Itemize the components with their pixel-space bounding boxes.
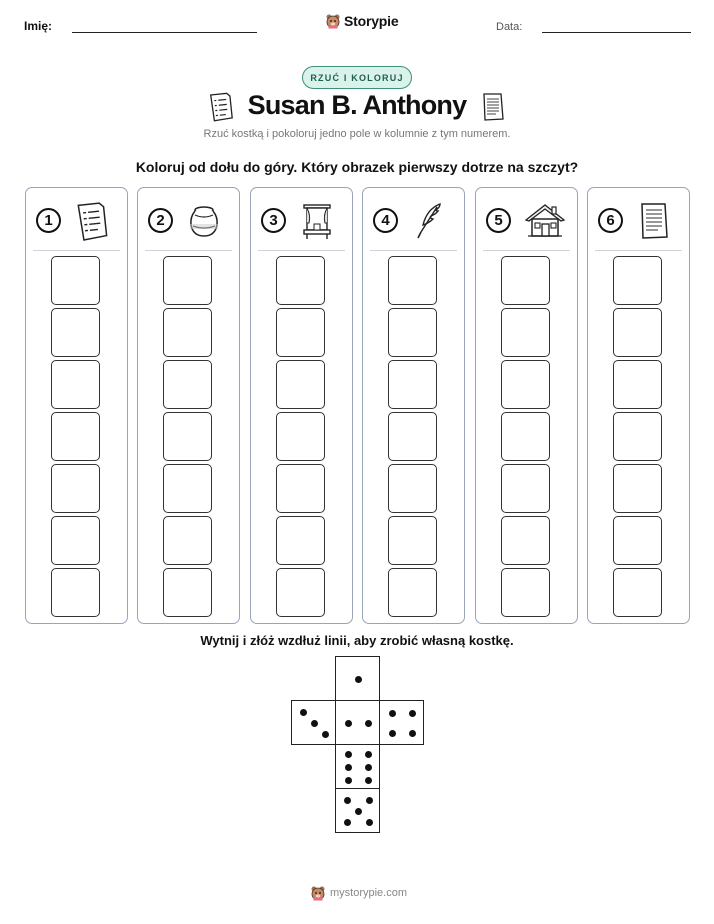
color-cell[interactable]	[51, 464, 100, 513]
die-face-6	[335, 744, 380, 789]
color-cell[interactable]	[501, 464, 550, 513]
die-pip	[366, 819, 373, 826]
die-pip	[345, 777, 352, 784]
column-divider	[258, 250, 345, 251]
column-header	[476, 188, 577, 250]
game-instruction: Koloruj od dołu do góry. Który obrazek pierwszy dotrze na szczyt?	[135, 159, 579, 175]
die-pip	[345, 751, 352, 758]
cut-instruction: Wytnij i złóż wzdłuż linii, aby zrobić własną kostkę.	[200, 633, 514, 648]
color-cell[interactable]	[51, 516, 100, 565]
die-pip	[365, 777, 372, 784]
name-label: Imię:	[24, 19, 53, 33]
color-cell[interactable]	[613, 516, 662, 565]
die-pip	[300, 709, 307, 716]
die-pip	[365, 751, 372, 758]
die-pip	[344, 819, 351, 826]
color-cell[interactable]	[163, 360, 212, 409]
column-6	[587, 187, 690, 624]
die-face-1	[335, 656, 380, 701]
die-pip	[409, 710, 416, 717]
die-pip	[409, 730, 416, 737]
color-cell[interactable]	[276, 464, 325, 513]
column-divider	[145, 250, 232, 251]
column-divider	[33, 250, 120, 251]
color-cell[interactable]	[613, 256, 662, 305]
window-icon	[299, 201, 335, 246]
die-pip	[355, 808, 362, 815]
color-cell[interactable]	[51, 360, 100, 409]
color-cell[interactable]	[388, 516, 437, 565]
column-header	[588, 188, 689, 250]
page-subtitle: Rzuć kostką i pokoloruj jedno pole w kolumnie z tym numerem.	[203, 128, 511, 140]
die-pip	[345, 764, 352, 771]
die-pip	[344, 797, 351, 804]
color-cell[interactable]	[51, 568, 100, 617]
color-cell[interactable]	[613, 464, 662, 513]
die-pip	[389, 710, 396, 717]
checklist-icon	[74, 201, 110, 246]
document-icon	[636, 201, 672, 246]
column-number: 6	[598, 208, 623, 233]
die-pip	[389, 730, 396, 737]
die-pip	[355, 676, 362, 683]
color-cell[interactable]	[163, 308, 212, 357]
color-cell[interactable]	[276, 568, 325, 617]
page-title: Susan B. Anthony	[247, 90, 467, 120]
color-cell[interactable]	[276, 256, 325, 305]
die-face-2	[335, 700, 380, 745]
color-cell[interactable]	[501, 308, 550, 357]
column-header	[138, 188, 239, 250]
activity-badge: RZUĆ I KOLORUJ	[302, 66, 412, 89]
color-cell[interactable]	[163, 568, 212, 617]
column-2	[137, 187, 240, 624]
column-divider	[595, 250, 682, 251]
column-number: 4	[373, 208, 398, 233]
color-cell[interactable]	[388, 412, 437, 461]
color-cell[interactable]	[276, 412, 325, 461]
color-cell[interactable]	[163, 464, 212, 513]
die-pip	[365, 764, 372, 771]
color-cell[interactable]	[613, 360, 662, 409]
die-pip	[365, 720, 372, 727]
color-cell[interactable]	[51, 308, 100, 357]
color-cell[interactable]	[501, 568, 550, 617]
color-cell[interactable]	[388, 568, 437, 617]
column-number: 5	[486, 208, 511, 233]
color-cell[interactable]	[163, 256, 212, 305]
color-cell[interactable]	[276, 360, 325, 409]
color-cell[interactable]	[51, 256, 100, 305]
die-pip	[345, 720, 352, 727]
bear-mascot-icon	[310, 885, 326, 901]
color-cell[interactable]	[613, 568, 662, 617]
column-divider	[483, 250, 570, 251]
die-face-3	[291, 700, 336, 745]
color-cell[interactable]	[613, 308, 662, 357]
column-number: 2	[148, 208, 173, 233]
column-number: 1	[36, 208, 61, 233]
die-pip	[311, 720, 318, 727]
column-header	[363, 188, 464, 250]
pot-icon	[186, 201, 222, 246]
color-cell[interactable]	[613, 412, 662, 461]
brand-logo	[325, 13, 398, 29]
die-pip	[366, 797, 373, 804]
column-divider	[370, 250, 457, 251]
footer-url: mystorypie.com	[330, 887, 408, 899]
brand-name: Storypie	[344, 13, 399, 29]
document-icon	[480, 92, 506, 122]
date-label: Data:	[496, 21, 523, 33]
color-cell[interactable]	[276, 516, 325, 565]
die-face-4	[379, 700, 424, 745]
color-cell[interactable]	[501, 360, 550, 409]
house-icon	[524, 201, 566, 246]
color-cell[interactable]	[388, 308, 437, 357]
color-cell[interactable]	[276, 308, 325, 357]
footer	[310, 885, 407, 901]
column-5	[475, 187, 578, 624]
die-face-5	[335, 788, 380, 833]
quill-icon	[411, 201, 447, 246]
color-cell[interactable]	[388, 256, 437, 305]
column-number: 3	[261, 208, 286, 233]
die-pip	[322, 731, 329, 738]
column-3	[250, 187, 353, 624]
color-cell[interactable]	[388, 360, 437, 409]
color-cell[interactable]	[51, 412, 100, 461]
color-cell[interactable]	[501, 256, 550, 305]
color-cell[interactable]	[501, 516, 550, 565]
column-4	[362, 187, 465, 624]
column-header	[26, 188, 127, 250]
bear-mascot-icon	[325, 13, 341, 29]
column-header	[251, 188, 352, 250]
color-cell[interactable]	[163, 516, 212, 565]
name-line[interactable]	[72, 32, 257, 33]
color-cell[interactable]	[501, 412, 550, 461]
date-line[interactable]	[542, 32, 691, 33]
column-1	[25, 187, 128, 624]
color-cell[interactable]	[388, 464, 437, 513]
color-cell[interactable]	[163, 412, 212, 461]
